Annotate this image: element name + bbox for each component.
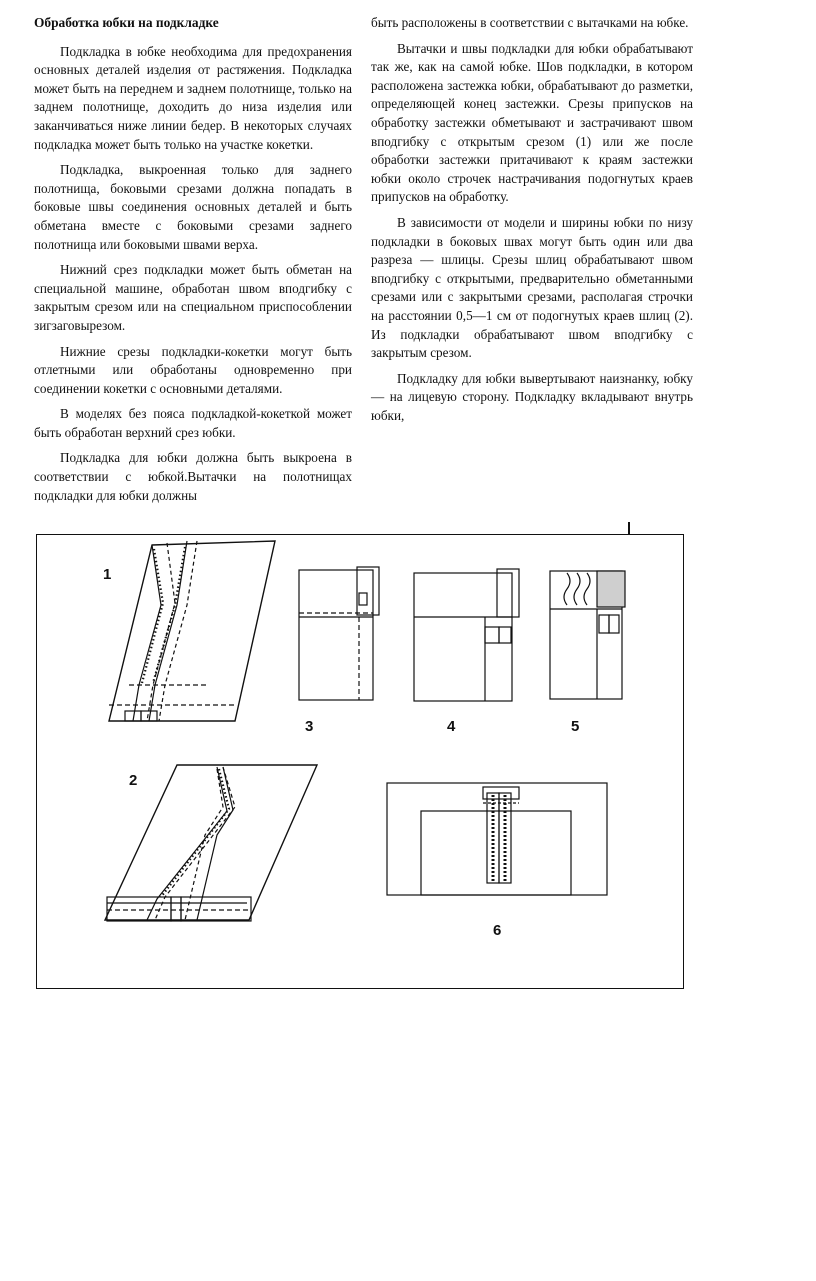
paragraph: Вытачки и швы подкладки для юбки обрабатывают так же, как на самой юбке. Шов подкладки, в котором расположена застежка юбки, обрабатывают до разметки, определяющей конец застежки. Срезы припусков на обработку застежки обметывают и застрачивают швом вподгибку с открытым срезом (1) или же после обработки застежки притачивают к краям застежки юбки около строчек настрачивания подогнутых краев припусков на обработку. — [371, 40, 693, 205]
figure-label-1: 1 — [103, 566, 112, 583]
paragraph: Нижний срез подкладки может быть обметан на специальной машине, обработан швом вподгибку с закрытым срезом или на специальном приспособлении зигзаговырезом. — [34, 262, 352, 333]
paragraph: Подкладку для юбки вывертывают наизнанку, юбку — на лицевую сторону. Подкладку вкладывают внутрь юбки, — [371, 370, 693, 423]
figure-label-6: 6 — [493, 922, 502, 939]
paragraph: Подкладка для юбки должна быть выкроена в соответствии с юбкой.Вытачки на полотнищах подкладки для юбки должны — [34, 450, 352, 503]
print-mark — [628, 522, 630, 534]
figure-frame — [36, 534, 684, 989]
section-title: Обработка юбки на подкладке — [34, 15, 219, 30]
figure-label-2: 2 — [129, 772, 138, 789]
figure-label-4: 4 — [447, 718, 456, 735]
right-column — [371, 14, 693, 432]
paragraph: В моделях без пояса подкладкой-кокеткой может быть обработан верхний срез юбки. — [34, 406, 352, 440]
illustration-1 — [109, 541, 275, 721]
illustration-3 — [299, 567, 379, 700]
paragraph: Подкладка, выкроенная только для заднего полотнища, боковыми срезами должна попадать в боковые швы соединения основных деталей и быть обметана вместе с боковыми срезами заднего полотнища или боковыми швами верха. — [34, 162, 352, 252]
illustration-5 — [550, 571, 625, 699]
left-column — [34, 14, 352, 512]
illustration-6 — [387, 783, 607, 895]
figure-label-3: 3 — [305, 718, 314, 735]
paragraph: Нижние срезы подкладки-кокетки могут быть отлетными или обработаны одновременно при соединении кокетки с основными деталями. — [34, 343, 352, 396]
paragraph: В зависимости от модели и ширины юбки по низу подкладки в боковых швах могут быть один или два разреза — шлицы. Срезы шлиц обрабатывают швом вподгибку с открытыми, предварительно обметанными срезами или с закрытыми срезами, располагая строчки на расстоянии 0,5—1 см от подогнутых краев шлиц (2). Из подкладки обрабатывают швом вподгибку с закрытым срезом. — [371, 214, 693, 361]
illustration-4 — [414, 569, 519, 701]
paragraph: быть расположены в соответствии с вытачками на юбке. — [371, 15, 689, 30]
figure-label-5: 5 — [571, 718, 580, 735]
paragraph: Подкладка в юбке необходима для предохранения основных деталей изделия от растяжения. Подкладка может быть на переднем и заднем полотнище, только на заднем полотнище, доходить до низа изделия или заканчиваться ниже линии бедер. В некоторых случаях подкладка может быть только на участке кокетки. — [34, 43, 352, 152]
technical-illustration — [37, 535, 685, 990]
